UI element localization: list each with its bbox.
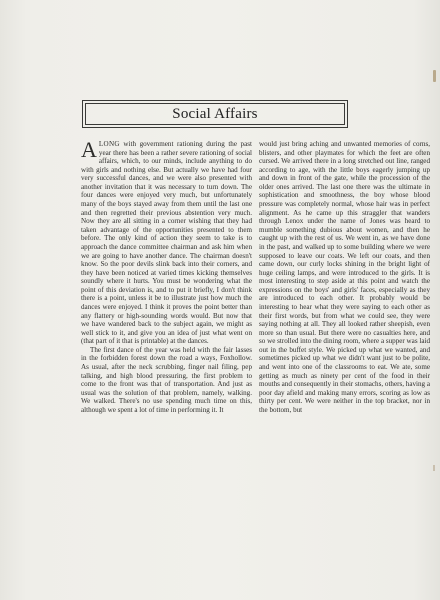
paragraph-2-continued: would just bring aching and unwanted memories of corns, blisters, and other playmates for which the feet are often cursed. We arrived there in a long stretched out line, ranged according to age, with the little boys eagerly jumping up and down in front of the gate, while the procession of the older ones arrived. The last one there was the ultimate in sophistication and smoothness, the boy whose blood pressure was completely normal, whose hair was in perfect alignment. As he came up this straggler that wanders through Lenox under the name of Jones was heard to mumble something dubious about women, and then he caught up with the rest of us. We went in, as we have done in the past, and walked up to some building where we were supposed to leave our coats. We left our coats, and then came down, our curly locks shining in the bright light of huge ceiling lamps, and were introduced to the girls. It is most interesting to step aside at this point and watch the expressions on the boys' and girls' faces, especially as they are introduced to each other. It probably would be interesting to hear what they were saying to each other as their first words, but from what we could see, they were saying nothing at all. They all looked rather sheepish, even more so than usual. But there were no casualties here, and so we strolled into the dining room, where a supper was laid out in the buffet style. We picked up what we wanted, and sometimes picked up what we didn't want just to be polite, and went into one of the classrooms to eat. We ate, some getting as much as ninety per cent of the food in their mouths and consequently in their stomachs, others, having a poor day afield and making many errors, scoring as low as thirty per cent. We were neither in the top bracket, nor in the bottom, but bbox=[259, 140, 431, 414]
article-title: Social Affairs bbox=[172, 105, 258, 122]
paragraph-2: The first dance of the year was held with the fair lasses in the forbidden forest down the road a ways, Foxhollow. As usual, after the neck scrubbing, finger nail filing, pep talking, and high blood pressuring, the first problem to come to the front was that of transportation. And just as usual was the solution of that problem, namely, walking. We walked. There's no use spending much time on this, although we spent a lot of time in performing it. It bbox=[81, 345, 252, 414]
page-edge-speck bbox=[433, 465, 435, 471]
title-box bbox=[82, 100, 348, 128]
column-right bbox=[259, 140, 430, 415]
paragraph-1-text: with government rationing during the past year there has been a rather severe rationing of social affairs, which, to our minds, include anything to do with girls and nothing else. But actually we have had four very successful dances, and we were also presented with another invitation that it was necessary to turn down. The four dances were enjoyed very much, but unfortunately many of the boys stayed away from them until the last one and then regretted their previous abstention very much. Now they are all sitting in a corner wishing that they had taken advantage of the opportunities presented to them before. The only kind of action they seem to take is to approach the dance committee chairman and ask him when we are going to have another dance. The chairman doesn't know. So the poor devils slink back into their corners, and they have been noticed at varied times kicking themselves soundly where it hurts. You must be wondering what the point of this deviation is, and to put it briefly, I don't think there is a point, unless it be to illustrate just how much the dances were enjoyed. I think it proves the point better than any flattery or high-sounding words would. But now that we have wandered back to the subject again, we might as well stick to it, and give you an idea of just what went on (that part of it that is printable) at the dances. bbox=[81, 140, 252, 346]
paragraph-1 bbox=[81, 137, 252, 346]
drop-cap: A bbox=[81, 137, 97, 162]
page-edge-mark bbox=[433, 70, 436, 82]
opening-word: LONG bbox=[98, 140, 120, 148]
column-left bbox=[81, 137, 252, 415]
